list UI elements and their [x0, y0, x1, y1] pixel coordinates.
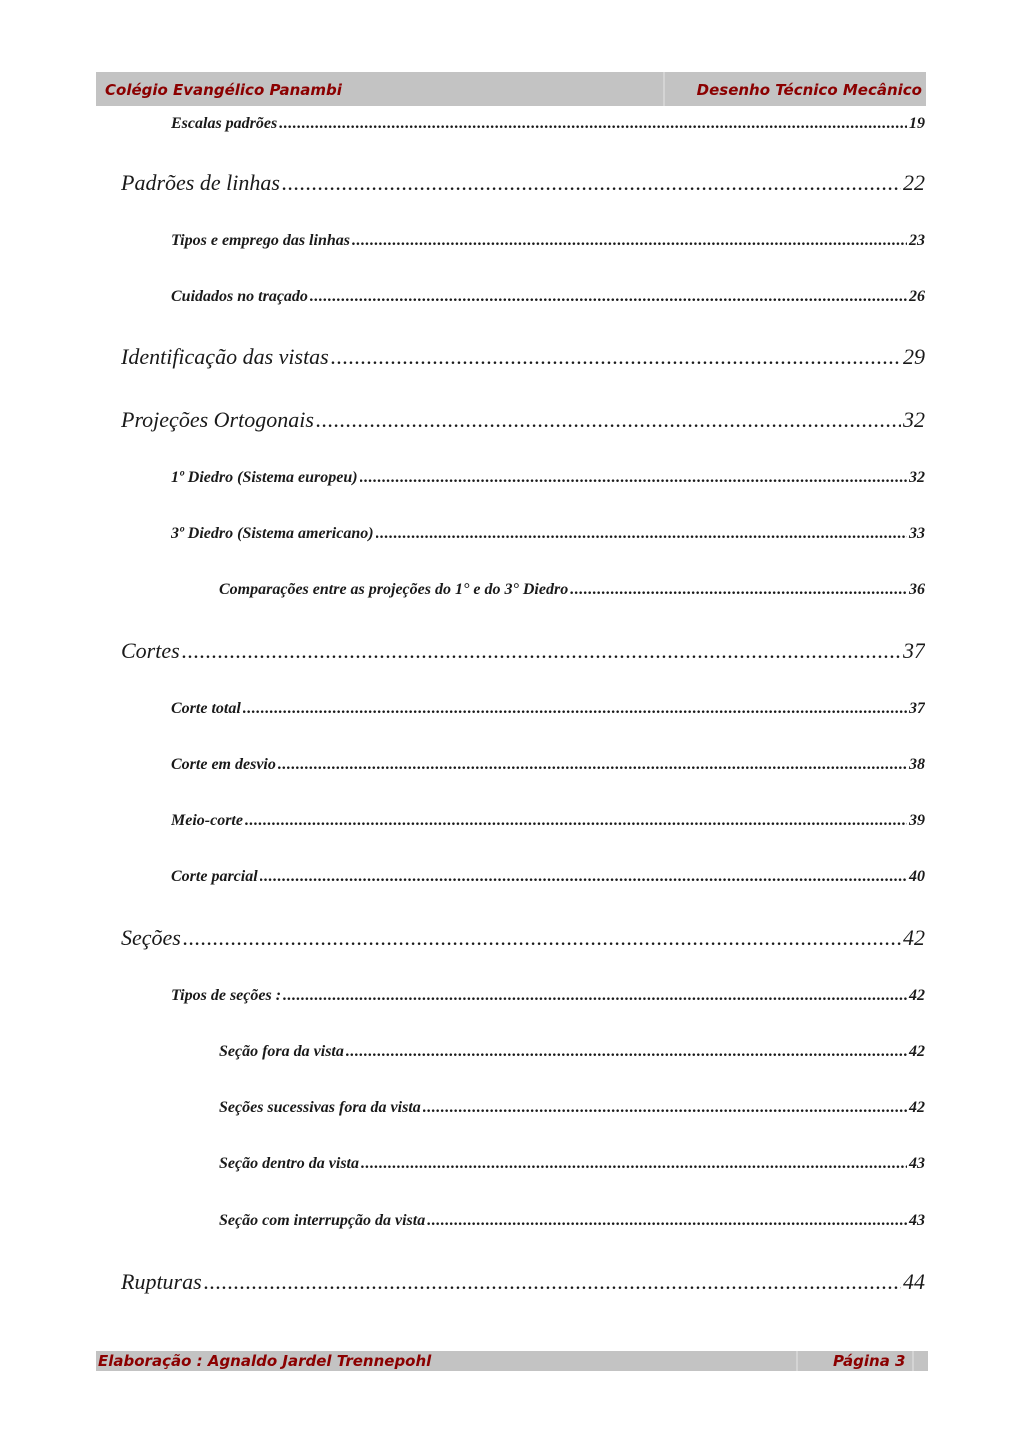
toc-entry-page: 36	[909, 581, 925, 598]
toc-entry-page: 38	[909, 756, 925, 773]
toc-entry[interactable]	[171, 987, 925, 1005]
toc-entry[interactable]	[219, 1212, 925, 1230]
toc-entry-page: 33	[909, 525, 925, 542]
footer-divider	[912, 1351, 914, 1371]
dot-leader	[361, 1155, 907, 1173]
dot-leader	[243, 700, 907, 718]
toc-entry-title: Meio-corte	[171, 812, 243, 829]
dot-leader	[245, 812, 907, 830]
dot-leader	[282, 170, 901, 196]
toc-entry-title: Tipos e emprego das linhas	[171, 232, 350, 249]
toc-entry-page: 42	[903, 925, 925, 950]
toc-entry[interactable]	[219, 1099, 925, 1117]
toc-entry-title: 3º Diedro (Sistema americano)	[171, 525, 374, 542]
toc-entry-title: Cuidados no traçado	[171, 288, 308, 305]
header-course-name: Desenho Técnico Mecânico	[696, 81, 922, 99]
toc-entry-page: 23	[909, 232, 925, 249]
toc-entry[interactable]	[171, 868, 925, 886]
toc-entry-title: Corte parcial	[171, 868, 258, 885]
toc-entry[interactable]	[121, 925, 925, 951]
toc-entry-page: 39	[909, 812, 925, 829]
page-footer	[96, 1351, 928, 1371]
dot-leader	[283, 987, 907, 1005]
dot-leader	[360, 469, 907, 487]
toc-entry-title: Seções	[121, 925, 181, 950]
toc-entry-page: 40	[909, 868, 925, 885]
toc-entry-page: 43	[909, 1212, 925, 1229]
toc-entry-page: 22	[903, 170, 925, 195]
toc-entry-page: 43	[909, 1155, 925, 1172]
toc-entry[interactable]	[121, 1269, 925, 1295]
toc-entry-page: 26	[909, 288, 925, 305]
dot-leader	[279, 115, 907, 133]
dot-leader	[346, 1043, 907, 1061]
toc-entry[interactable]	[219, 581, 925, 599]
toc-entry[interactable]	[219, 1043, 925, 1061]
toc-entry[interactable]	[121, 407, 925, 433]
toc-entry-title: Corte em desvio	[171, 756, 276, 773]
toc-entry-title: Identificação das vistas	[121, 344, 329, 369]
toc-entry[interactable]	[121, 344, 925, 370]
toc-entry-title: Padrões de linhas	[121, 170, 280, 195]
toc-entry[interactable]	[171, 232, 925, 250]
dot-leader	[182, 638, 901, 664]
dot-leader	[316, 407, 901, 433]
header-school-name: Colégio Evangélico Panambi	[105, 81, 342, 99]
toc-entry[interactable]	[171, 288, 925, 306]
dot-leader	[183, 925, 901, 951]
toc-entry-page: 19	[909, 115, 925, 132]
toc-entry[interactable]	[171, 525, 925, 543]
toc-entry-page: 42	[909, 1099, 925, 1116]
toc-entry-page: 44	[903, 1269, 925, 1294]
footer-page-number: Página 3	[833, 1352, 906, 1370]
footer-author: Elaboração : Agnaldo Jardel Trennepohl	[98, 1352, 432, 1370]
toc-entry-title: Projeções Ortogonais	[121, 407, 314, 432]
toc-entry-title: Cortes	[121, 638, 180, 663]
toc-entry-title: 1º Diedro (Sistema europeu)	[171, 469, 358, 486]
toc-entry[interactable]	[171, 700, 925, 718]
toc-entry-page: 32	[909, 469, 925, 486]
toc-entry[interactable]	[171, 469, 925, 487]
dot-leader	[260, 868, 907, 886]
toc-entry-title: Corte total	[171, 700, 241, 717]
footer-divider	[796, 1351, 798, 1371]
toc-entry-title: Tipos de seções :	[171, 987, 282, 1004]
dot-leader	[352, 232, 907, 250]
toc-entry[interactable]	[219, 1155, 925, 1173]
toc-entry-title: Seções sucessivas fora da vista	[219, 1099, 421, 1116]
toc-entry-title: Seção dentro da vista	[219, 1155, 359, 1172]
dot-leader	[204, 1269, 901, 1295]
dot-leader	[423, 1099, 907, 1117]
toc-entry-page: 32	[903, 407, 925, 432]
page-header	[96, 72, 926, 106]
toc-entry-page: 29	[903, 344, 925, 369]
dot-leader	[570, 581, 907, 599]
header-divider	[663, 72, 665, 106]
toc-entry-page: 37	[903, 638, 925, 663]
toc-entry-title: Seção fora da vista	[219, 1043, 344, 1060]
dot-leader	[427, 1212, 907, 1230]
toc-entry[interactable]	[171, 756, 925, 774]
dot-leader	[310, 288, 907, 306]
toc-entry-title: Rupturas	[121, 1269, 202, 1294]
dot-leader	[278, 756, 907, 774]
toc-entry-page: 42	[909, 1043, 925, 1060]
toc-entry-title: Escalas padrões	[171, 115, 278, 132]
toc-entry[interactable]	[171, 812, 925, 830]
toc-entry-page: 42	[909, 987, 925, 1004]
toc-entry-title: Comparações entre as projeções do 1° e do 3° Diedro	[219, 581, 569, 598]
toc-entry-title: Seção com interrupção da vista	[219, 1212, 426, 1229]
toc-entry[interactable]	[121, 638, 925, 664]
toc-entry-page: 37	[909, 700, 925, 717]
toc-entry[interactable]	[121, 170, 925, 196]
dot-leader	[376, 525, 907, 543]
toc-entry[interactable]	[171, 115, 925, 133]
dot-leader	[331, 344, 901, 370]
